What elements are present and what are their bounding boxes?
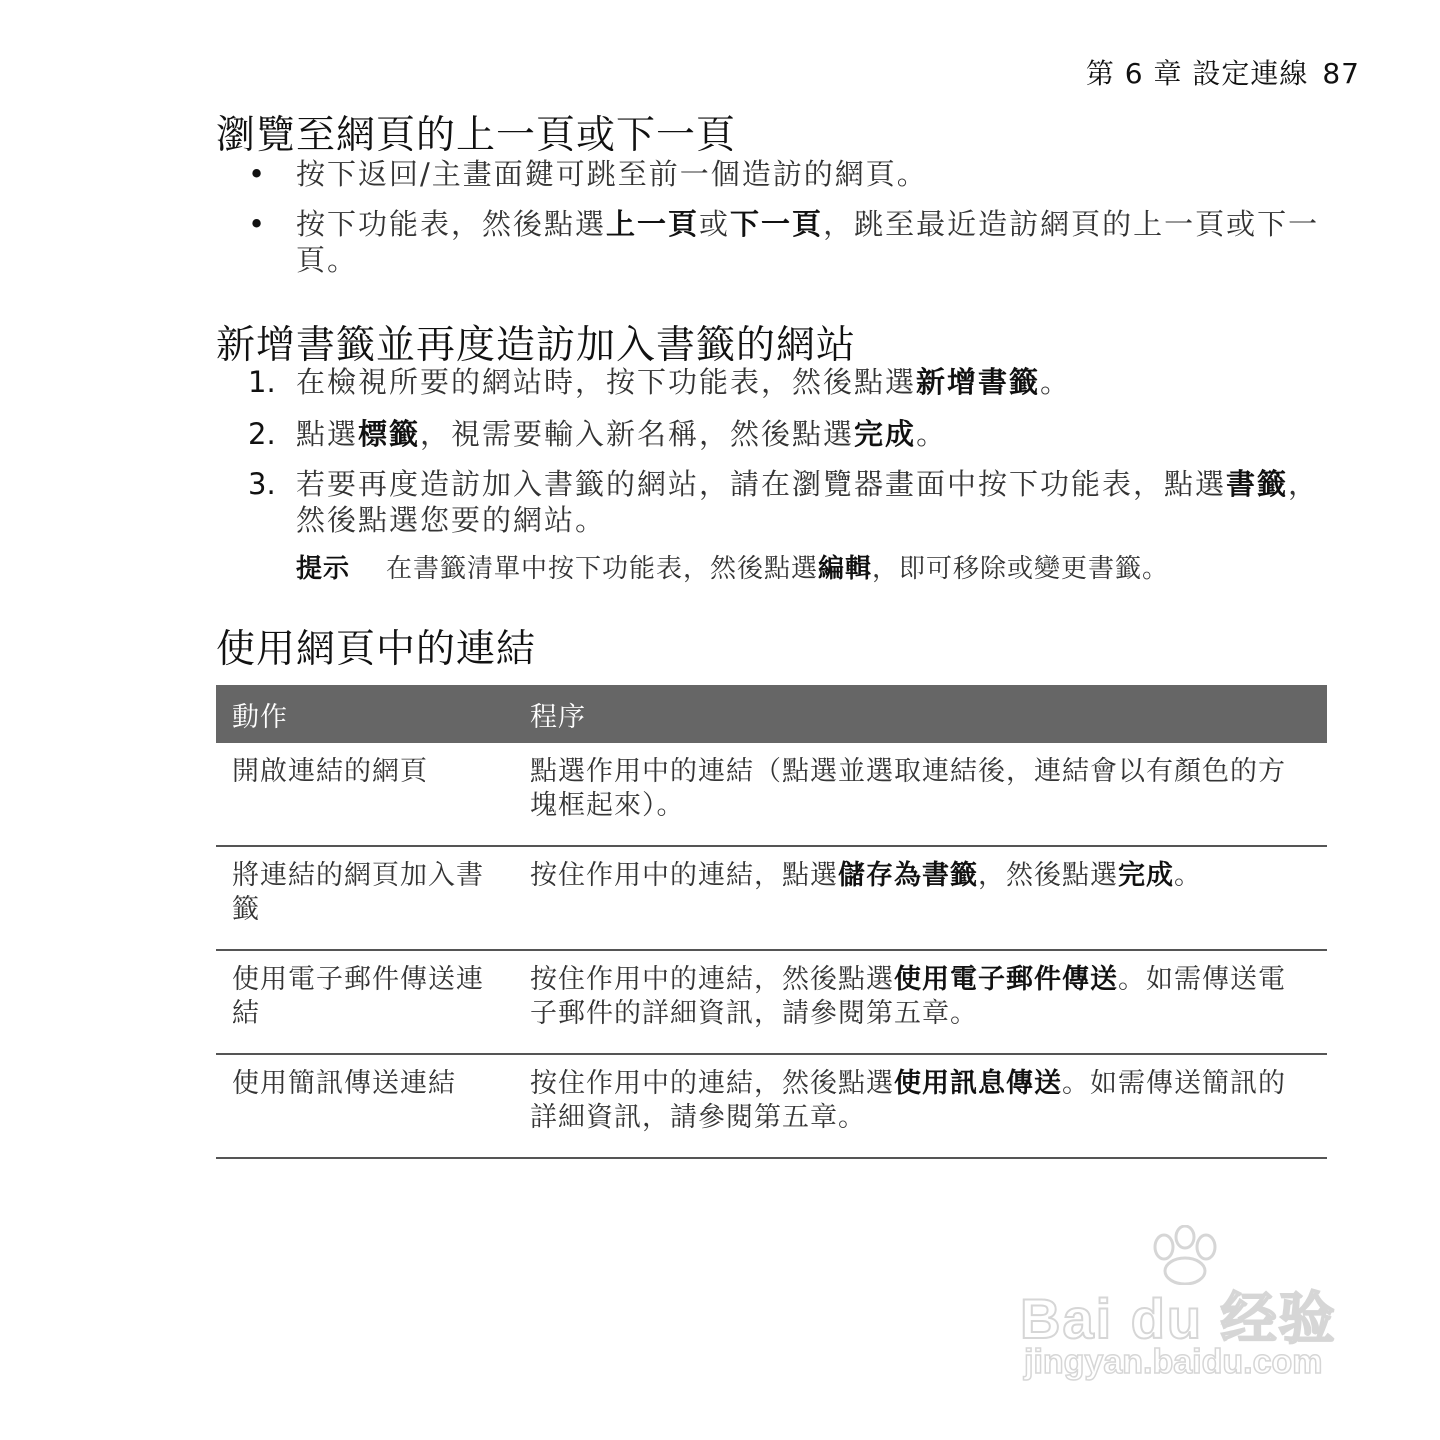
step-item	[248, 416, 1328, 452]
tip-note	[296, 552, 1328, 586]
watermark-url: jingyan.baidu.com	[1024, 1343, 1323, 1381]
action-cell: 使用簡訊傳送連結	[216, 1054, 514, 1158]
action-cell: 開啟連結的網頁	[216, 743, 514, 846]
menu-option: 使用電子郵件傳送	[894, 964, 1118, 995]
bullet-dot: •	[248, 157, 268, 191]
table-row	[216, 950, 1327, 1054]
step-text: 點選	[296, 417, 359, 451]
tip-text: ，即可移除或變更書籤。	[872, 554, 1170, 584]
table-row	[216, 846, 1327, 950]
bullet-text: 按下功能表，然後點選	[296, 207, 607, 241]
procedure-text: ，然後點選	[978, 860, 1118, 891]
procedure-cell	[514, 743, 1327, 846]
links-table	[216, 685, 1327, 1159]
section-title-navigate: 瀏覽至網頁的上一頁或下一頁	[216, 113, 737, 158]
column-header-procedure: 程序	[530, 701, 586, 733]
column-header-action: 動作	[232, 701, 288, 733]
step-text: 在檢視所要的網站時，按下功能表，然後點選	[296, 365, 917, 399]
menu-option: 新增書籤	[916, 365, 1041, 399]
step-text: 。	[1040, 365, 1072, 399]
procedure-text: 按住作用中的連結，然後點選	[530, 964, 894, 995]
menu-option: 書籤	[1226, 467, 1289, 501]
menu-option-prev: 上一頁	[606, 207, 700, 241]
bullet-text: 或	[699, 207, 731, 241]
procedure-cell	[514, 950, 1327, 1054]
table-row	[216, 1054, 1327, 1158]
step-text: ，視需要輸入新名稱，然後點選	[420, 417, 855, 451]
action-cell: 使用電子郵件傳送連結	[216, 950, 514, 1054]
procedure-text: 點選作用中的連結（點選並選取連結後，連結會以有顏色的方塊框起來）。	[530, 756, 1286, 821]
step-text: 若要再度造訪加入書籤的網站，請在瀏覽器畫面中按下功能表，點選	[296, 467, 1227, 501]
bullet-item	[248, 156, 1328, 192]
menu-option: 使用訊息傳送	[894, 1068, 1062, 1099]
page-number: 87	[1322, 57, 1360, 90]
menu-option: 標籤	[358, 417, 421, 451]
step-text: 。	[916, 417, 948, 451]
step-item	[248, 364, 1328, 400]
step-number: 2.	[248, 417, 276, 451]
menu-option: 完成	[854, 417, 917, 451]
section-title-links: 使用網頁中的連結	[216, 627, 537, 672]
step-number: 3.	[248, 467, 276, 501]
menu-option-next: 下一頁	[730, 207, 824, 241]
bullet-text: 按下返回/主畫面鍵可跳至前一個造訪的網頁。	[296, 157, 928, 191]
step-number: 1.	[248, 365, 276, 399]
bullet-dot: •	[248, 207, 268, 241]
chapter-title: 第 6 章 設定連線	[1085, 57, 1309, 90]
procedure-text: 。如需傳送簡訊的詳細資訊，請參閱第五章。	[530, 1068, 1286, 1133]
table-header-row	[216, 685, 1327, 743]
procedure-text: 按住作用中的連結，然後點選	[530, 1068, 894, 1099]
procedure-cell	[514, 1054, 1327, 1158]
bullet-item	[248, 206, 1328, 278]
table-row	[216, 743, 1327, 846]
action-cell: 將連結的網頁加入書籤	[216, 846, 514, 950]
running-header	[1086, 52, 1360, 92]
tip-label: 提示	[296, 554, 351, 584]
procedure-text: 。	[1174, 860, 1202, 891]
bullet-text: ，跳至最近造訪網頁的上一頁或下一頁。	[296, 207, 1320, 277]
baidu-watermark	[1020, 1225, 1360, 1395]
tip-text: 在書籤清單中按下功能表，然後點選	[386, 554, 819, 584]
step-text: ，然後點選您要的網站。	[296, 467, 1320, 537]
procedure-text: 。如需傳送電子郵件的詳細資訊，請參閱第五章。	[530, 964, 1286, 1029]
watermark-logo: Bai du 经验	[1020, 1287, 1337, 1350]
menu-option: 儲存為書籤	[838, 860, 978, 891]
step-item	[248, 466, 1328, 538]
section-title-bookmarks: 新增書籤並再度造訪加入書籤的網站	[216, 323, 857, 368]
procedure-text: 按住作用中的連結，點選	[530, 860, 838, 891]
menu-option: 完成	[1118, 860, 1174, 891]
procedure-cell	[514, 846, 1327, 950]
menu-option: 編輯	[818, 554, 873, 584]
